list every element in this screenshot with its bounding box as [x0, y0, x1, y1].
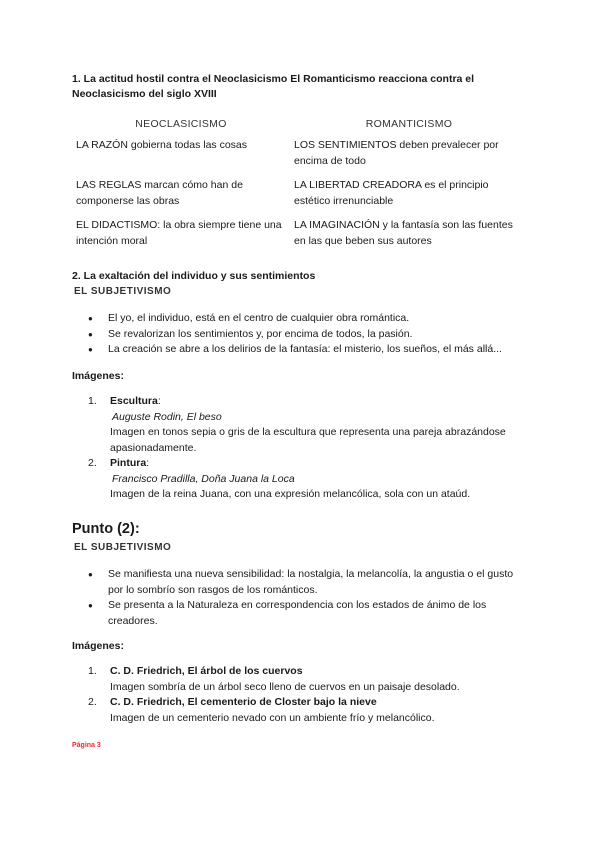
item-label: Escultura [110, 395, 158, 407]
item-description: Imagen en tonos sepia o gris de la escultura que representa una pareja abrazándose apasionadamente. [110, 426, 506, 454]
list-item: ● El yo, el individuo, está en el centro de cualquier obra romántica. [88, 311, 548, 327]
punto-2-bullet-list [88, 567, 518, 629]
item-number: 1. [88, 395, 97, 407]
punto-2-subtitle: EL SUBJETIVISMO [74, 542, 172, 553]
table-row [72, 138, 528, 178]
list-item [88, 664, 508, 695]
page-number-footer: Página 3 [72, 742, 101, 749]
section-1-heading: 1. La actitud hostil contra el Neoclasicismo El Romanticismo reacciona contra el Neoclasicismo del siglo XVIII [72, 73, 475, 100]
item-description: Imagen de la reina Juana, con una expresión melancólica, sola con un ataúd. [110, 488, 471, 500]
table-cell: LAS REGLAS marcan cómo han de componerse las obras [76, 179, 243, 207]
item-description: Imagen de un cementerio nevado con un ambiente frío y melancólico. [110, 711, 435, 724]
list-item: ● Se revalorizan los sentimientos y, por encima de todos, la pasión. [88, 327, 548, 343]
images-1-list [88, 394, 508, 503]
table-cell: LA RAZÓN gobierna todas las cosas [76, 139, 248, 151]
images-2-list [88, 664, 508, 726]
header-romanticismo: ROMANTICISMO [365, 118, 453, 130]
item-number: 2. [88, 696, 97, 708]
header-neoclasicismo: NEOCLASICISMO [135, 118, 227, 130]
list-item: ● Se presenta a la Naturaleza en correspondencia con los estados de ánimo de los creadores. [88, 598, 518, 629]
item-title: C. D. Friedrich, El cementerio de Closter bajo la nieve [110, 696, 377, 708]
item-description: Imagen sombría de un árbol seco lleno de cuervos en un paisaje desolado. [110, 680, 460, 693]
list-item: ● La creación se abre a los delirios de la fantasía: el misterio, los sueños, el más allá... [88, 342, 548, 358]
item-title: C. D. Friedrich, El árbol de los cuervos [110, 665, 303, 677]
table-header-row [72, 118, 528, 138]
images-1-heading: Imágenes: [72, 370, 124, 382]
section-2-heading: 2. La exaltación del individuo y sus sentimientos [72, 270, 316, 282]
section-2-bullet-list [88, 311, 548, 358]
table-cell: LA LIBERTAD CREADORA es el principio estético irrenunciable [294, 179, 489, 207]
table-cell: LOS SENTIMIENTOS deben prevalecer por encima de todo [294, 139, 499, 167]
list-item: ● Se manifiesta una nueva sensibilidad: la nostalgia, la melancolía, la angustia o el gusto por lo sombrío son rasgos de los románticos. [88, 567, 518, 598]
punto-2-title: Punto (2): [72, 521, 140, 537]
images-2-heading: Imágenes: [72, 640, 124, 652]
list-item [88, 695, 508, 726]
item-number: 2. [88, 457, 97, 469]
table-cell: LA IMAGINACIÓN y la fantasía son las fuentes en las que beben sus autores [294, 219, 513, 247]
list-item: 2. Pintura: Francisco Pradilla, Doña Juana la Loca Imagen de la reina Juana, con una expresión melancólica, sola con un ataúd. [88, 456, 508, 503]
item-author: Auguste Rodin, El beso [112, 410, 222, 423]
comparison-table [72, 118, 528, 258]
list-item: 1. Escultura: Auguste Rodin, El beso Imagen en tonos sepia o gris de la escultura que representa una pareja abrazándose apasionadamente. [88, 394, 508, 456]
item-author: Francisco Pradilla, Doña Juana la Loca [112, 472, 295, 485]
table-cell: EL DIDACTISMO: la obra siempre tiene una intención moral [76, 219, 282, 247]
item-label: Pintura [110, 457, 147, 469]
table-row [72, 218, 528, 258]
item-number: 1. [88, 665, 97, 677]
section-2-subtitle: EL SUBJETIVISMO [74, 286, 172, 297]
table-row [72, 178, 528, 218]
